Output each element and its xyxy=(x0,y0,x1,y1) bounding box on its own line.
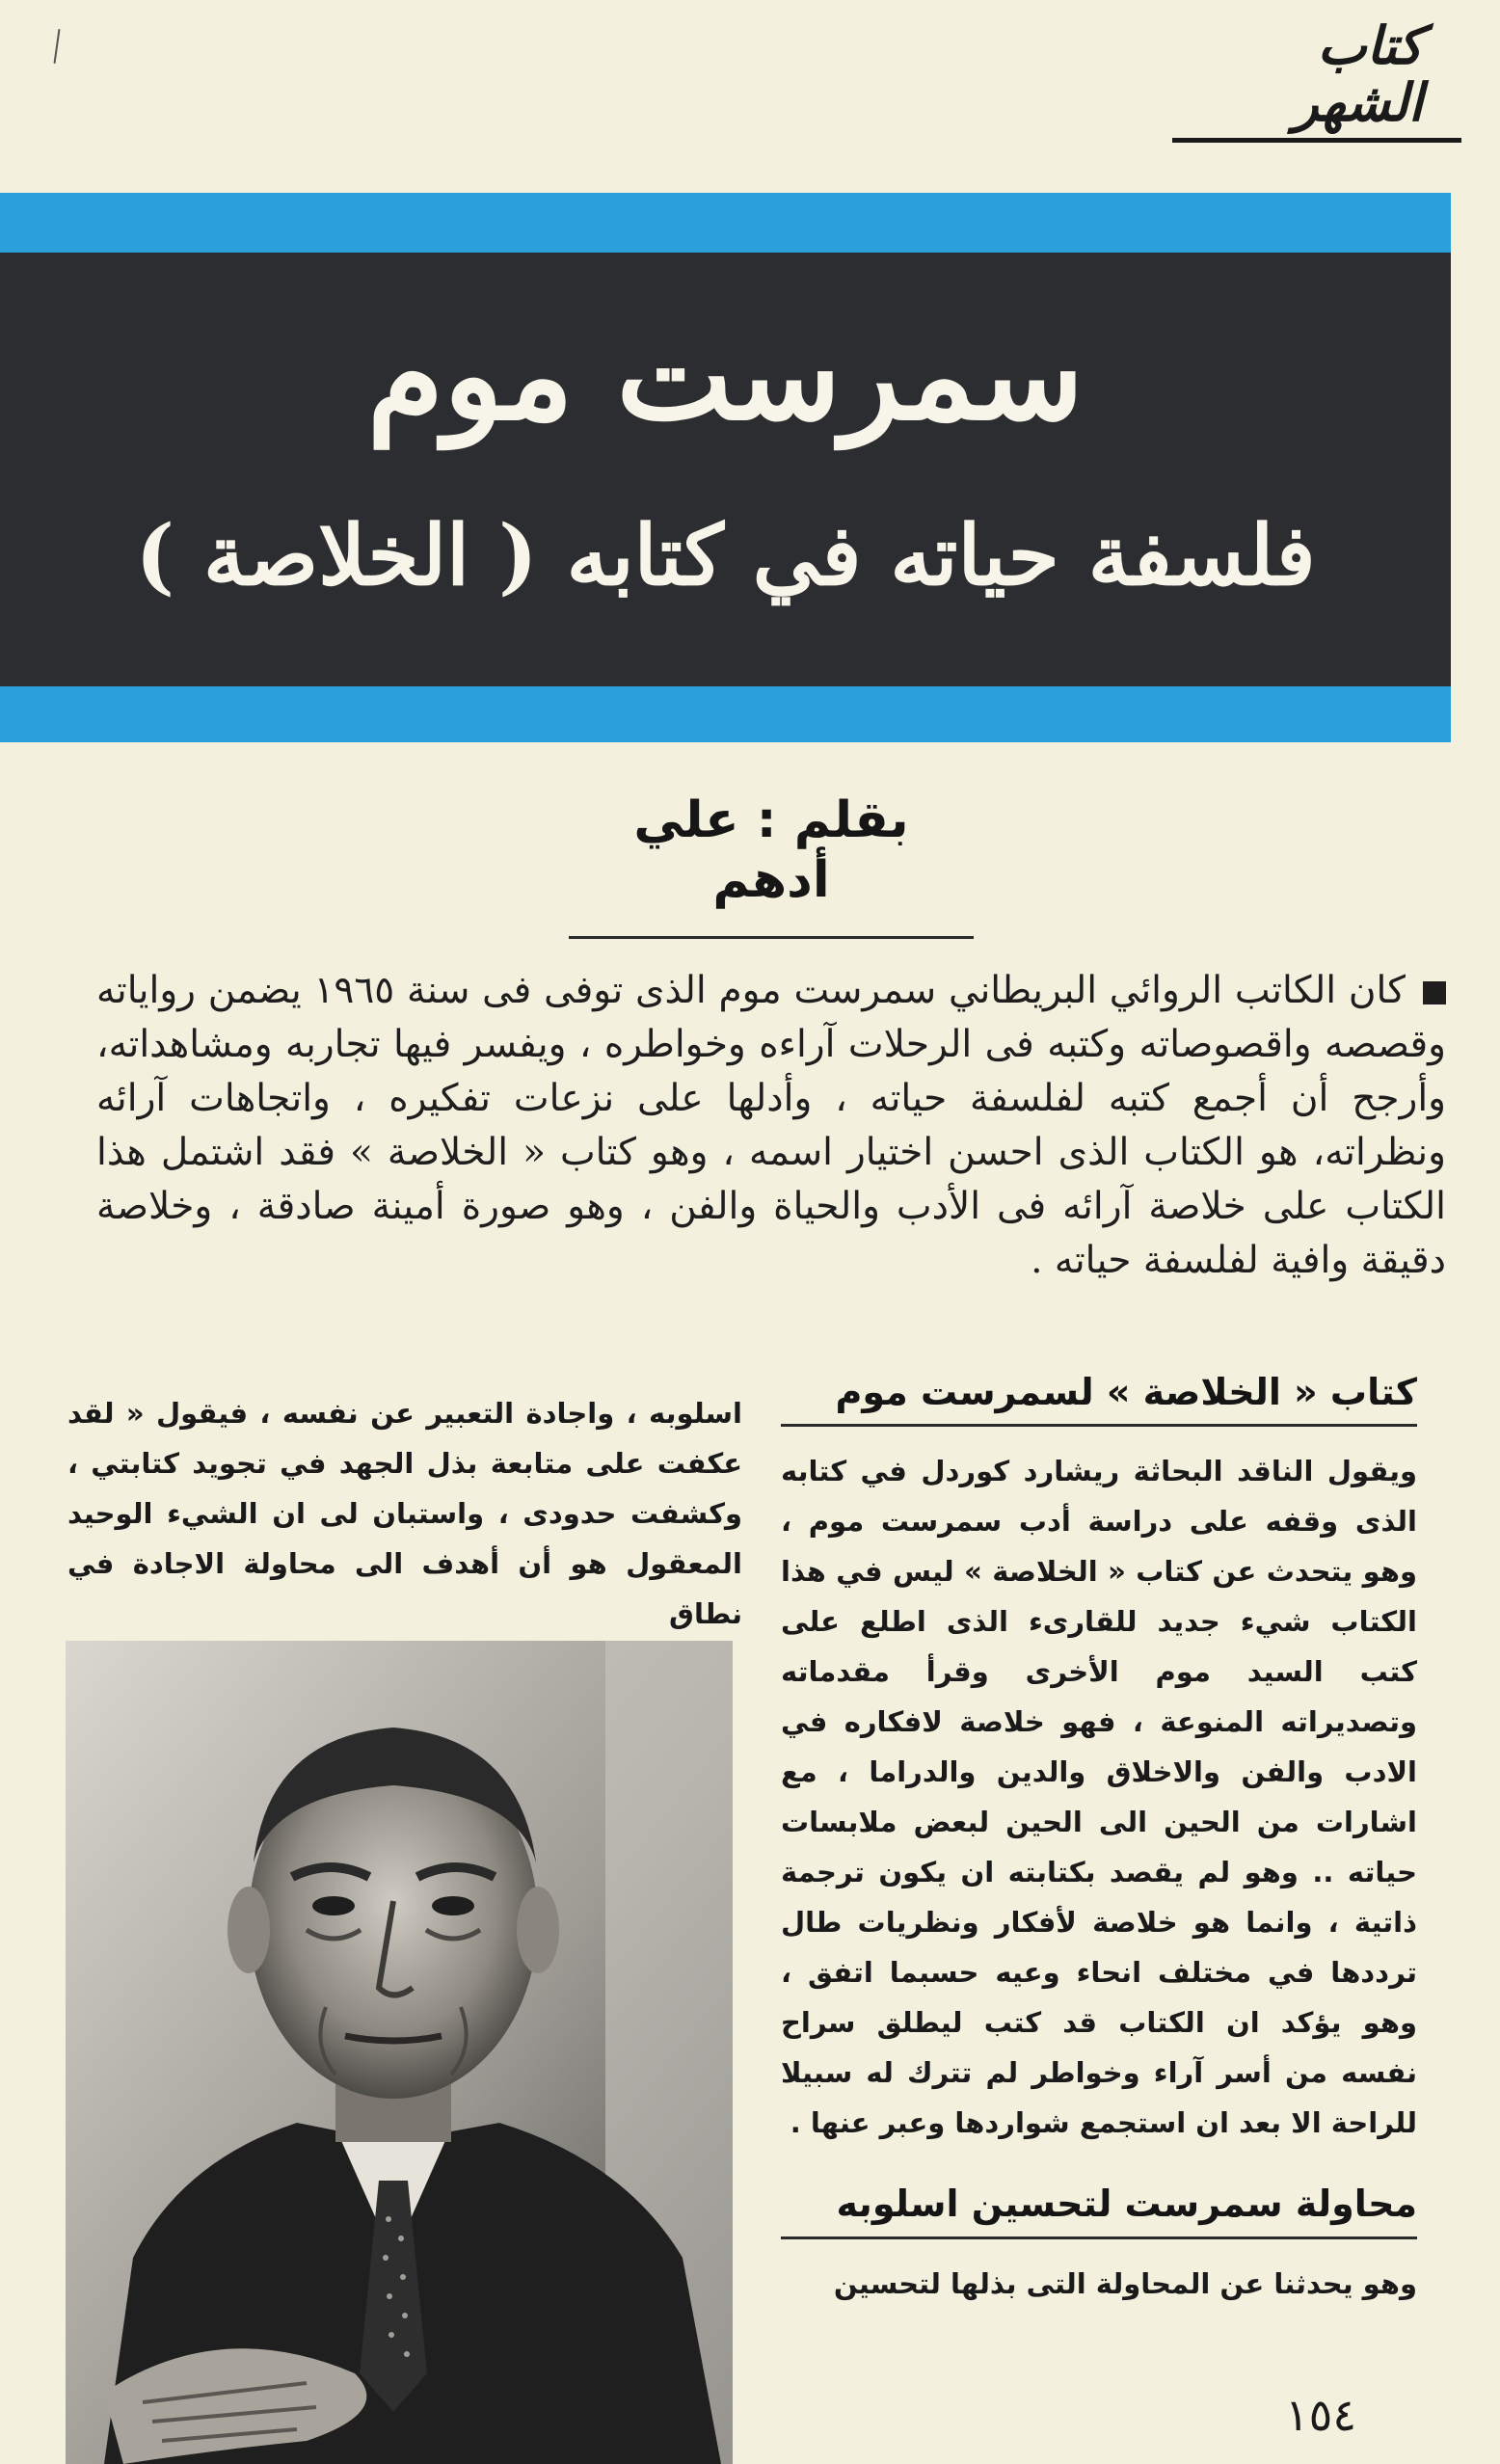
byline-rule xyxy=(569,936,974,939)
right-column xyxy=(781,1369,1417,2309)
portrait-illustration xyxy=(66,1641,733,2464)
article-subtitle: فلسفة حياته في كتابه ( الخلاصة ) xyxy=(135,507,1316,604)
heading-rule xyxy=(781,2236,1417,2239)
left-column-paragraph: اسلوبه ، واجادة التعبير عن نفسه ، فيقول « لقد عكفت على متابعة بذل الجهد في تجويد كتابتي ، وكشفت حدودى ، واستبان لى ان الشيء الوحيد المعقول هو أن أهدف الى محاولة الاجادة في نطاق xyxy=(67,1397,742,1630)
section-heading-style: محاولة سمرست لتحسين اسلوبه xyxy=(836,2183,1417,2226)
byline xyxy=(569,790,974,939)
banner-blue-stripe-top xyxy=(0,193,1451,253)
title-banner xyxy=(0,193,1451,742)
margin-mark xyxy=(54,29,61,64)
page-number: ١٥٤ xyxy=(1284,2389,1357,2441)
intro-text: كان الكاتب الروائي البريطاني سمرست موم الذى توفى فى سنة ١٩٦٥ يضمن رواياته وقصصه واقصوصاته وكتبه فى الرحلات آراءه وخواطره ، ويفسر فيها تجاربه ومشاهداته، وأرجح أن أجمع كتبه لفلسفة حياته ، وأدلها على نزعات تفكيره ، واتجاهات آرائه ونظراته، هو الكتاب الذى احسن اختيار اسمه ، وهو كتاب « الخلاصة » فقد اشتمل هذا الكتاب على خلاصة آرائه فى الأدب والحياة والفن ، وهو صورة أمينة صادقة ، وخلاصة دقيقة وافية لفلسفة حياته . xyxy=(96,969,1446,1282)
article-title: سمرست موم xyxy=(366,304,1085,448)
section-tag-rule xyxy=(1172,138,1461,143)
section-tag xyxy=(1172,14,1461,143)
section-tag-text: كتاب الشهر xyxy=(1293,14,1423,134)
right-column-paragraph-1: ويقول الناقد البحاثة ريشارد كوردل في كتابه الذى وقفه على دراسة أدب سمرست موم ، وهو يتحدث عن كتاب « الخلاصة » ليس في هذا الكتاب شيء جديد للقارىء الذى اطلع على كتب السيد موم الأخرى وقرأ مقدماته وتصديراته المنوعة ، فهو خلاصة لافكاره في الادب والفن والاخلاق والدين والدراما ، مع اشارات من الحين الى الحين لبعض ملابسات حياته .. وهو لم يقصد بكتابته ان يكون ترجمة ذاتية ، وانما هو خلاصة لأفكار ونظريات طال ترددها في مختلف انحاء وعيه حسبما اتفق ، وهو يؤكد ان الكتاب قد كتب ليطلق سراح نفسه من أسر آراء وخواطر لم تترك له سبيلا للراحة الا بعد ان استجمع شواردها وعبر عنها . xyxy=(781,1455,1417,2140)
banner-blue-stripe-bottom xyxy=(0,686,1451,742)
left-column xyxy=(67,1388,742,1639)
byline-text: بقلم : علي أدهم xyxy=(633,791,909,910)
right-column-paragraph-2: وهو يحدثنا عن المحاولة التى بذلها لتحسين xyxy=(833,2266,1417,2300)
author-portrait-photo xyxy=(66,1641,733,2464)
paragraph-bullet-square xyxy=(1423,981,1446,1004)
section-heading-khulasa: كتاب « الخلاصة » لسمرست موم xyxy=(835,1371,1417,1413)
intro-paragraph xyxy=(96,964,1446,1288)
heading-rule xyxy=(781,1424,1417,1427)
